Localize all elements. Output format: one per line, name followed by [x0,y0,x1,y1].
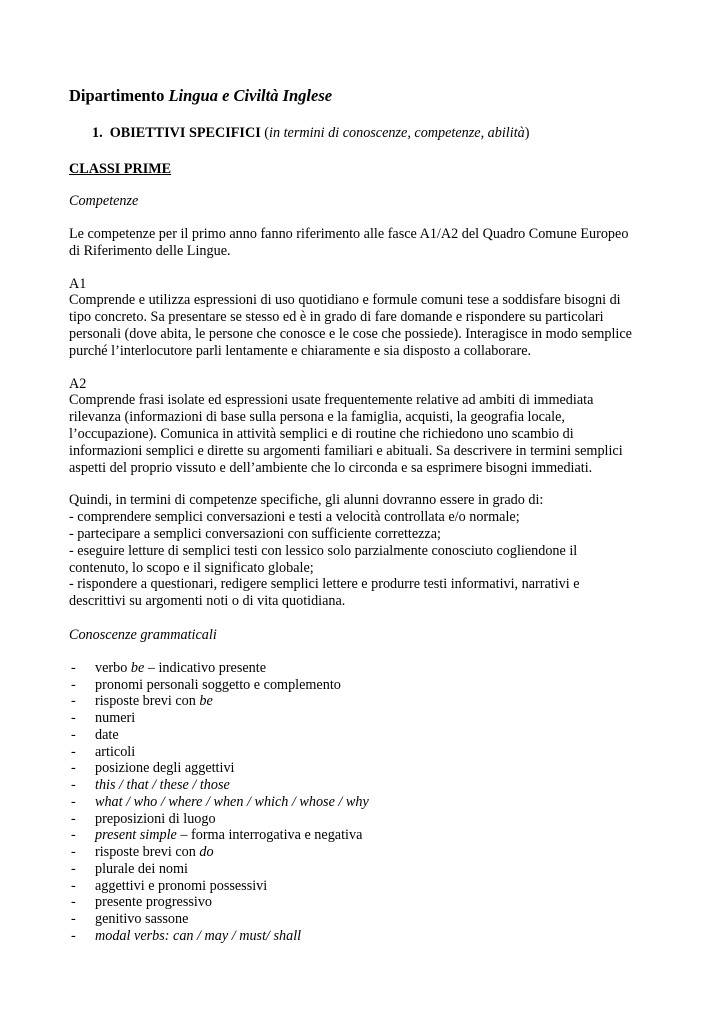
list-dash: - [71,894,76,911]
title-italic: Lingua e Civiltà Inglese [168,86,333,105]
list-dash: - [71,810,76,827]
list-dash: - [71,827,76,844]
item-italic: present simple [95,827,177,844]
list-item [69,760,659,777]
competenze-heading: Competenze [69,193,139,209]
list-dash: - [71,877,76,894]
a2-line: informazioni semplici e dirette su argomenti familiari e abituali. Sa descrivere in termini semplici [69,442,623,459]
list-item [69,677,659,694]
a1-line: personali (dove abita, le persone che conosce e le cose che possiede). Interagisce in modo semplice [69,325,632,342]
item-text: presente progressivo [95,894,213,911]
grammar-list [69,660,659,945]
item-italic: this / that / these / those [95,777,230,794]
item-text: risposte brevi con [95,693,200,710]
item-text-after: – forma interrogativa e negativa [176,827,363,844]
item-italic: be [199,693,213,710]
list-item [69,777,659,794]
title-plain: Dipartimento [69,86,169,105]
list-dash: - [71,676,76,693]
list-dash: - [71,844,76,861]
item-text: genitivo sassone [95,911,189,928]
list-dash: - [71,743,76,760]
item-italic: modal verbs: can / may / must/ shall [95,927,302,944]
list-item [69,844,659,861]
list-dash: - [71,710,76,727]
document-body [69,86,659,945]
a2-label: A2 [69,375,87,392]
obiettivi-open: ( [260,125,270,141]
conoscenze-heading: Conoscenze grammaticali [69,626,217,643]
list-item [69,744,659,761]
list-item [69,727,659,744]
list-dash: - [71,777,76,794]
list-item [69,894,659,911]
section-heading-obiettivi [92,124,659,142]
item-text: numeri [95,710,136,727]
list-dash: - [71,659,76,676]
list-item [69,861,659,878]
item-text: pronomi personali soggetto e complemento [95,676,341,693]
quindi-line: - eseguire letture di semplici testi con lessico solo parzialmente conosciuto cogliendone il [69,542,578,559]
item-text: articoli [95,743,136,760]
page-title [69,86,659,106]
list-item [69,660,659,677]
quindi-line: - partecipare a semplici conversazioni con sufficiente correttezza; [69,525,441,542]
quindi-line: descrittivi su argomenti noti o di vita quotidiana. [69,593,346,610]
list-dash: - [71,860,76,877]
a1-line: Comprende e utilizza espressioni di uso quotidiano e formule comuni tese a soddisfare bisogni di [69,292,621,309]
list-item [69,878,659,895]
item-italic: do [199,844,214,861]
a1-paragraph [69,276,659,360]
list-item [69,710,659,727]
item-italic: what / who / where / when / which / whose / why [95,793,369,810]
a2-line: Comprende frasi isolate ed espressioni usate frequentemente relative ad ambiti di immediata [69,392,594,409]
a1-label: A1 [69,275,87,292]
list-dash: - [71,911,76,928]
classi-heading: CLASSI PRIME [69,161,172,177]
a1-line: purché l’interlocutore parli lentamente e chiaramente e sia disposto a collaborare. [69,342,532,359]
item-text: verbo [95,659,131,676]
list-item [69,794,659,811]
a2-line: l’occupazione). Comunica in attività semplici e di routine che richiedono uno scambio di [69,425,574,442]
list-dash: - [71,793,76,810]
list-item [69,911,659,928]
item-text: preposizioni di luogo [95,810,216,827]
item-text: date [95,726,119,743]
intro-line: Le competenze per il primo anno fanno riferimento alle fasce A1/A2 del Quadro Comune Europeo [69,226,629,242]
intro-paragraph [69,226,659,260]
quindi-line: Quindi, in termini di competenze specifiche, gli alunni dovranno essere in grado di: [69,492,544,509]
quindi-line: contenuto, lo scopo e il significato globale; [69,559,314,576]
item-text: risposte brevi con [95,844,200,861]
item-text-after: – indicativo presente [144,659,267,676]
quindi-line: - comprendere semplici conversazioni e testi a velocità controllata e/o normale; [69,509,520,526]
obiettivi-bold: OBIETTIVI SPECIFICI [109,125,261,141]
list-dash: - [71,726,76,743]
a2-paragraph [69,376,659,477]
a1-line: tipo concreto. Sa presentare se stesso ed è in grado di fare domande e rispondere su particolari [69,309,604,326]
list-item [69,693,659,710]
quindi-line: - rispondere a questionari, redigere semplici lettere e produrre testi informativi, narrativi e [69,576,580,593]
quindi-paragraph [69,492,659,610]
list-item [69,928,659,945]
obiettivi-italic: in termini di conoscenze, competenze, abilità [269,125,525,141]
obiettivi-number: 1. [92,125,103,141]
obiettivi-close: ) [524,125,530,141]
intro-line: di Riferimento delle Lingue. [69,242,231,259]
item-text: aggettivi e pronomi possessivi [95,877,268,894]
item-italic: be [130,659,145,676]
item-text: plurale dei nomi [95,860,188,877]
list-dash: - [71,760,76,777]
a2-line: rilevanza (informazioni di base sulla persona e la famiglia, acquisti, la geografia locale, [69,409,565,426]
a2-line: aspetti del proprio vissuto e dell’ambiente che lo circonda e sa esprimere bisogni immediati. [69,459,593,476]
list-item [69,811,659,828]
item-text: posizione degli aggettivi [95,760,235,777]
list-item [69,827,659,844]
list-dash: - [71,693,76,710]
list-dash: - [71,927,76,944]
